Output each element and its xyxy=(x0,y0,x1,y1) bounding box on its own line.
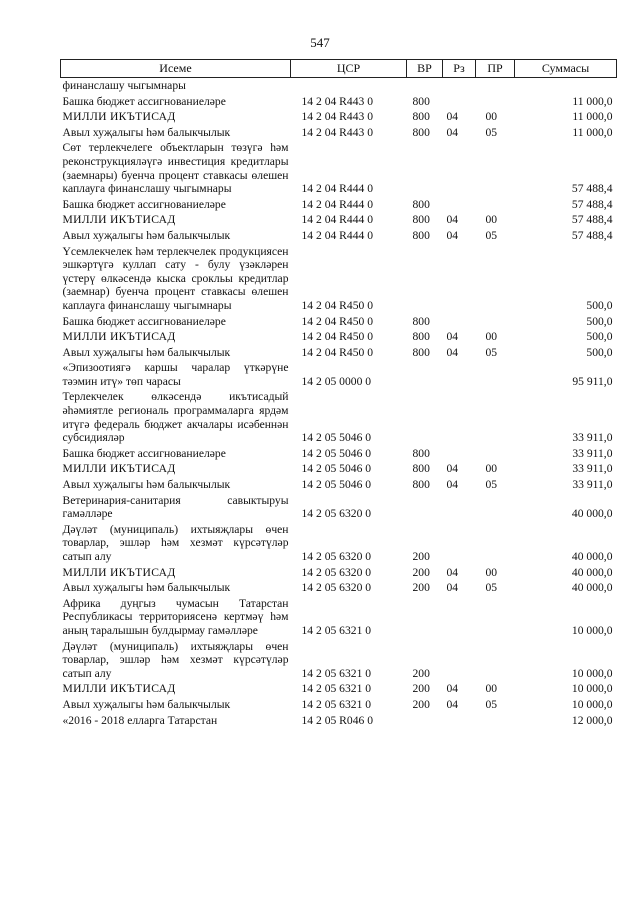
cell-pr xyxy=(476,389,515,445)
cell-vr: 800 xyxy=(412,314,430,328)
table-row xyxy=(61,713,617,729)
cell-vr xyxy=(407,140,443,196)
cell-pr: 00 xyxy=(485,110,498,124)
cell-name: Авыл хуҗалыгы һәм балыкчылык xyxy=(62,697,231,711)
cell-rz xyxy=(443,446,476,462)
table-row xyxy=(61,345,617,361)
table-row xyxy=(61,244,617,314)
cell-vr: 200 xyxy=(412,697,430,711)
cell-csr: 14 2 05 6321 0 xyxy=(301,623,372,637)
cell-rz xyxy=(443,197,476,213)
cell-name: Авыл хуҗалыгы һәм балыкчылык xyxy=(62,581,231,595)
cell-sum: 57 488,4 xyxy=(571,182,613,196)
cell-name: Авыл хуҗалыгы һәм балыкчылык xyxy=(62,125,231,139)
cell-rz xyxy=(443,244,476,314)
table-row xyxy=(61,78,617,94)
table-row xyxy=(61,125,617,141)
cell-sum: 500,0 xyxy=(586,298,613,312)
cell-rz xyxy=(443,389,476,445)
cell-sum: 11 000,0 xyxy=(572,125,613,139)
cell-vr: 800 xyxy=(412,478,430,492)
cell-name: МИЛЛИ ИКЪТИСАД xyxy=(62,110,176,124)
cell-pr: 05 xyxy=(485,581,498,595)
cell-sum: 57 488,4 xyxy=(571,213,613,227)
cell-csr: 14 2 04 R443 0 xyxy=(301,94,373,108)
cell-vr xyxy=(407,244,443,314)
cell-pr: 00 xyxy=(485,462,498,476)
cell-csr: 14 2 05 6320 0 xyxy=(301,507,372,521)
cell-vr: 800 xyxy=(412,462,430,476)
cell-name: МИЛЛИ ИКЪТИСАД xyxy=(62,330,176,344)
cell-sum: 40 000,0 xyxy=(571,565,613,579)
cell-csr: 14 2 05 6321 0 xyxy=(301,682,372,696)
cell-name: МИЛЛИ ИКЪТИСАД xyxy=(62,213,176,227)
cell-rz xyxy=(443,596,476,639)
cell-name: Авыл хуҗалыгы һәм балыкчылык xyxy=(62,478,231,492)
table-row xyxy=(61,197,617,213)
cell-vr xyxy=(407,596,443,639)
cell-rz: 04 xyxy=(446,213,459,227)
cell-vr: 800 xyxy=(412,110,430,124)
cell-sum: 10 000,0 xyxy=(571,623,613,637)
cell-vr: 200 xyxy=(412,666,430,680)
cell-rz: 04 xyxy=(446,345,459,359)
cell-name: Африка дуңгыз чумасын Татарстан Республикасы территориясенә кертмәү һәм аның таралышын булдырмау гамәлләре xyxy=(62,596,289,637)
header-row xyxy=(61,60,617,78)
cell-rz: 04 xyxy=(446,228,459,242)
cell-name: Дәүләт (муниципаль) ихтыяҗлары өчен товарлар, эшләр һәм хезмәт күрсәтүләр сатып алу xyxy=(62,639,289,680)
cell-pr xyxy=(476,94,515,110)
cell-name: Авыл хуҗалыгы һәм балыкчылык xyxy=(62,228,231,242)
budget-table xyxy=(60,59,617,728)
cell-csr: 14 2 04 R444 0 xyxy=(301,197,373,211)
cell-pr: 00 xyxy=(485,330,498,344)
cell-csr: 14 2 04 R443 0 xyxy=(301,125,373,139)
cell-vr: 800 xyxy=(412,228,430,242)
cell-sum: 11 000,0 xyxy=(572,94,613,108)
table-row xyxy=(61,565,617,581)
cell-csr: 14 2 05 6320 0 xyxy=(301,550,372,563)
cell-pr: 05 xyxy=(485,228,498,242)
cell-csr: 14 2 04 R450 0 xyxy=(301,345,373,359)
cell-csr: 14 2 05 6321 0 xyxy=(301,697,372,711)
column-header-vr: ВР xyxy=(407,60,443,78)
cell-vr: 800 xyxy=(412,197,430,211)
cell-vr: 800 xyxy=(412,213,430,227)
cell-sum: 57 488,4 xyxy=(571,197,613,211)
cell-csr: 14 2 04 R450 0 xyxy=(301,330,373,344)
cell-csr: 14 2 05 5046 0 xyxy=(301,478,372,492)
cell-name: Терлекчелек өлкәсендә икътисадый әһәмиятле региональ программаларга ярдәм итүгә федераль бюджет акчалары исәбеннән субсидияләр xyxy=(62,390,289,445)
cell-csr: 14 2 04 R450 0 xyxy=(301,314,373,328)
cell-sum: 33 911,0 xyxy=(572,462,613,476)
cell-rz xyxy=(443,140,476,196)
cell-pr xyxy=(476,522,515,565)
cell-csr: 14 2 05 5046 0 xyxy=(301,446,372,460)
cell-rz xyxy=(443,314,476,330)
cell-pr xyxy=(476,713,515,729)
table-body xyxy=(61,78,617,729)
table-row xyxy=(61,109,617,125)
cell-rz xyxy=(443,94,476,110)
cell-pr xyxy=(476,493,515,522)
cell-vr: 800 xyxy=(412,446,430,460)
cell-pr: 00 xyxy=(485,565,498,579)
cell-rz xyxy=(443,522,476,565)
table-row xyxy=(61,580,617,596)
table-row xyxy=(61,697,617,713)
cell-csr: 14 2 04 R450 0 xyxy=(301,298,373,312)
table-row xyxy=(61,522,617,565)
cell-rz: 04 xyxy=(446,682,459,696)
cell-rz: 04 xyxy=(446,478,459,492)
cell-pr: 05 xyxy=(485,697,498,711)
cell-rz: 04 xyxy=(446,110,459,124)
cell-rz: 04 xyxy=(446,697,459,711)
cell-vr: 800 xyxy=(412,125,430,139)
cell-vr: 200 xyxy=(412,581,430,595)
cell-sum: 10 000,0 xyxy=(571,697,613,711)
cell-sum: 10 000,0 xyxy=(571,666,613,680)
column-header-sum: Суммасы xyxy=(515,60,617,78)
table-row xyxy=(61,329,617,345)
cell-rz xyxy=(443,360,476,389)
cell-pr xyxy=(476,197,515,213)
cell-rz: 04 xyxy=(446,565,459,579)
table-row xyxy=(61,477,617,493)
table-row xyxy=(61,681,617,697)
cell-pr xyxy=(476,360,515,389)
cell-pr: 05 xyxy=(485,125,498,139)
cell-sum: 11 000,0 xyxy=(572,110,613,124)
cell-name: Сөт терлекчелеге объектларын төзүгә һәм реконструкцияләүгә инвестиция кредитлары (заемнары) буенча процент ставкасы өлешен каплауга финанслашу чыгымнары xyxy=(62,141,289,196)
cell-pr xyxy=(476,244,515,314)
cell-name: МИЛЛИ ИКЪТИСАД xyxy=(62,462,176,476)
table-row xyxy=(61,596,617,639)
table-row xyxy=(61,360,617,389)
table-header xyxy=(61,60,617,78)
cell-sum: 40 000,0 xyxy=(571,581,613,595)
cell-rz xyxy=(443,78,476,94)
cell-csr: 14 2 05 6321 0 xyxy=(301,666,372,680)
cell-name: Ветеринария-санитария савыктыруы гамәлләре xyxy=(62,493,289,521)
table-row xyxy=(61,140,617,196)
cell-sum: 40 000,0 xyxy=(571,550,613,563)
cell-csr: 14 2 05 R046 0 xyxy=(301,713,373,727)
cell-sum: 33 911,0 xyxy=(572,431,613,445)
cell-name: Башка бюджет ассигнованиеләре xyxy=(62,314,226,328)
cell-csr: 14 2 05 6320 0 xyxy=(301,581,372,595)
table-row xyxy=(61,389,617,445)
table-row xyxy=(61,493,617,522)
cell-vr: 800 xyxy=(412,94,430,108)
cell-csr: 14 2 04 R444 0 xyxy=(301,213,373,227)
cell-pr: 05 xyxy=(485,345,498,359)
cell-name: финанслашу чыгымнары xyxy=(62,79,186,92)
cell-rz xyxy=(443,639,476,682)
cell-pr xyxy=(476,596,515,639)
table-row xyxy=(61,461,617,477)
cell-sum: 40 000,0 xyxy=(571,507,613,521)
cell-pr: 05 xyxy=(485,478,498,492)
cell-rz: 04 xyxy=(446,462,459,476)
cell-name: Үсемлекчелек һәм терлекчелек продукциясен эшкәртүгә куллап сату - булу үзәкләрен үстерү өлкәсендә кыска срокльы кредитлар (заемнар) буенча процент ставкасы өлешен каплауга финанслашу чыгымнары xyxy=(62,244,289,312)
table-row xyxy=(61,212,617,228)
cell-pr: 00 xyxy=(485,682,498,696)
cell-vr xyxy=(407,360,443,389)
cell-name: Башка бюджет ассигнованиеләре xyxy=(62,94,226,108)
cell-rz: 04 xyxy=(446,125,459,139)
cell-name: Башка бюджет ассигнованиеләре xyxy=(62,197,226,211)
cell-vr xyxy=(407,389,443,445)
cell-vr: 200 xyxy=(412,565,430,579)
cell-name: Авыл хуҗалыгы һәм балыкчылык xyxy=(62,345,231,359)
cell-sum: 12 000,0 xyxy=(571,713,613,727)
table-row xyxy=(61,94,617,110)
cell-pr: 00 xyxy=(485,213,498,227)
cell-vr xyxy=(407,78,443,94)
cell-sum: 10 000,0 xyxy=(571,682,613,696)
cell-pr xyxy=(476,446,515,462)
cell-sum: 500,0 xyxy=(586,314,613,328)
cell-pr xyxy=(476,314,515,330)
column-header-name: Исеме xyxy=(61,60,291,78)
cell-csr: 14 2 04 R444 0 xyxy=(301,228,373,242)
cell-sum: 57 488,4 xyxy=(571,228,613,242)
cell-sum: 95 911,0 xyxy=(572,374,613,388)
column-header-rz: Рз xyxy=(443,60,476,78)
cell-rz: 04 xyxy=(446,330,459,344)
cell-name: «2016 - 2018 елларга Татарстан xyxy=(62,713,218,727)
cell-name: Дәүләт (муниципаль) ихтыяҗлары өчен товарлар, эшләр һәм хезмәт күрсәтүләр сатып алу xyxy=(62,522,289,563)
table-row xyxy=(61,446,617,462)
cell-pr xyxy=(476,78,515,94)
cell-csr: 14 2 04 R444 0 xyxy=(301,182,373,196)
cell-vr: 800 xyxy=(412,345,430,359)
cell-vr: 800 xyxy=(412,330,430,344)
cell-csr xyxy=(291,78,407,94)
cell-sum: 500,0 xyxy=(586,345,613,359)
cell-sum xyxy=(515,78,617,94)
cell-csr: 14 2 05 0000 0 xyxy=(301,374,372,388)
cell-sum: 500,0 xyxy=(586,330,613,344)
cell-name: Башка бюджет ассигнованиеләре xyxy=(62,446,226,460)
cell-csr: 14 2 05 5046 0 xyxy=(301,462,372,476)
cell-csr: 14 2 04 R443 0 xyxy=(301,110,373,124)
cell-name: МИЛЛИ ИКЪТИСАД xyxy=(62,565,176,579)
cell-sum: 33 911,0 xyxy=(572,446,613,460)
cell-name: МИЛЛИ ИКЪТИСАД xyxy=(62,682,176,696)
cell-vr xyxy=(407,713,443,729)
table-row xyxy=(61,639,617,682)
cell-rz xyxy=(443,713,476,729)
table-row xyxy=(61,314,617,330)
cell-csr: 14 2 05 6320 0 xyxy=(301,565,372,579)
cell-vr xyxy=(407,493,443,522)
page-number: 547 xyxy=(310,35,330,50)
cell-vr: 200 xyxy=(412,682,430,696)
table-row xyxy=(61,228,617,244)
cell-csr: 14 2 05 5046 0 xyxy=(301,431,372,445)
column-header-csr: ЦСР xyxy=(291,60,407,78)
cell-rz xyxy=(443,493,476,522)
cell-pr xyxy=(476,140,515,196)
cell-vr: 200 xyxy=(412,550,430,563)
cell-name: «Эпизоотиягә каршы чаралар үткәрүне тәэмин итү» төп чарасы xyxy=(62,361,289,388)
cell-sum: 33 911,0 xyxy=(572,478,613,492)
column-header-pr: ПР xyxy=(476,60,515,78)
cell-rz: 04 xyxy=(446,581,459,595)
cell-pr xyxy=(476,639,515,682)
